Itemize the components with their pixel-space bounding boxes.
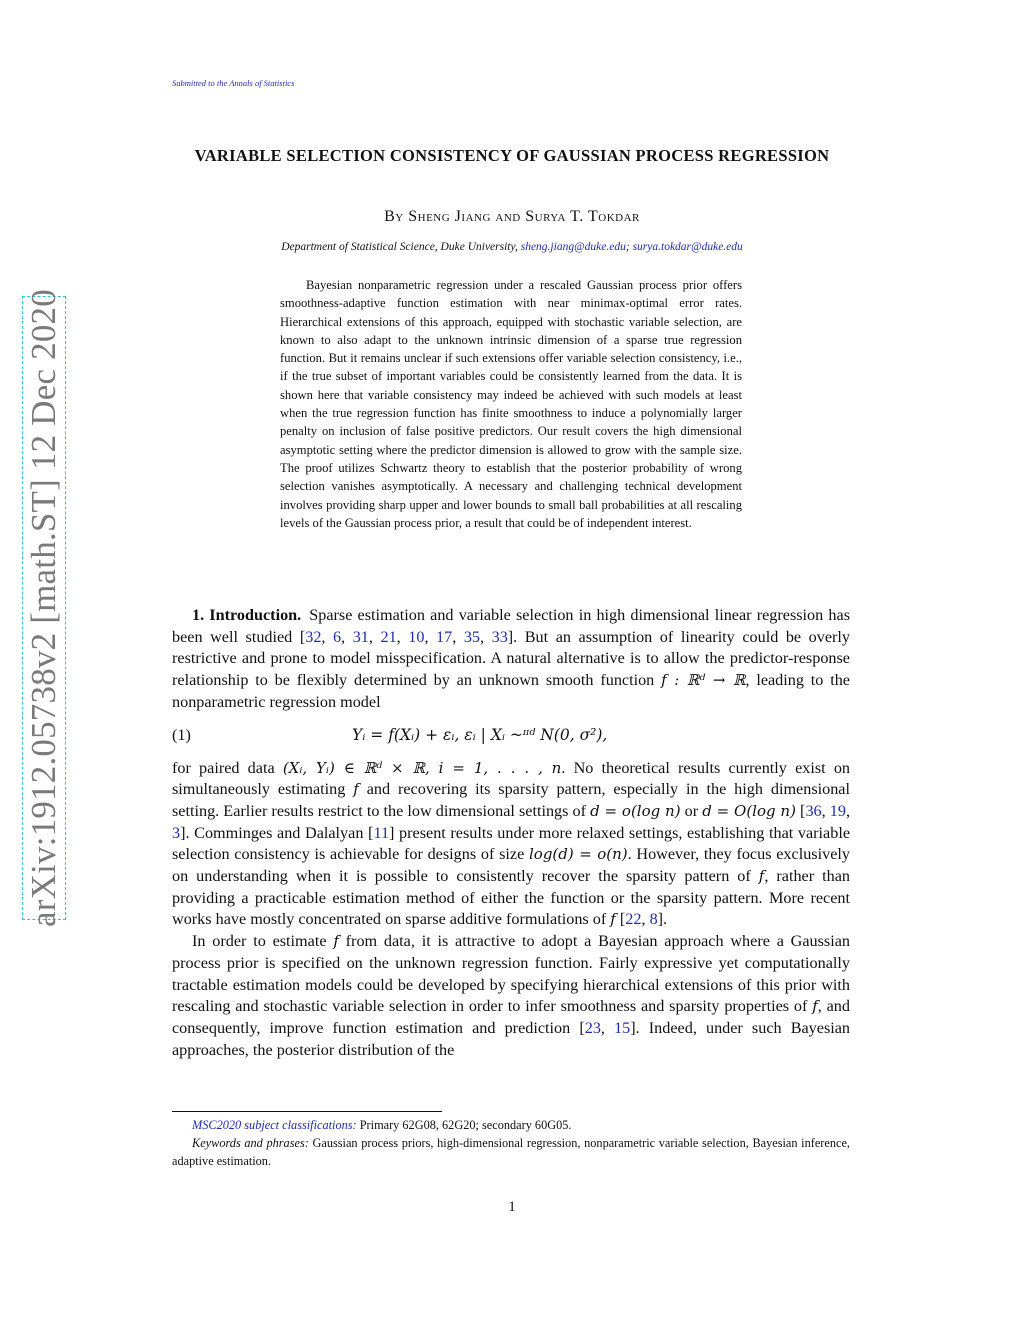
email-link-jiang[interactable]: sheng.jiang@duke.edu <box>520 241 626 253</box>
page-number: 1 <box>508 1199 516 1215</box>
citation-link[interactable]: 23 <box>584 1018 601 1037</box>
journal-header-note[interactable]: Submitted to the Annals of Statistics <box>172 78 295 88</box>
author-affiliation <box>172 241 852 253</box>
footnote-divider <box>172 1111 442 1112</box>
email-link-tokdar[interactable]: surya.tokdar@duke.edu <box>632 241 743 253</box>
inline-math: d = O(log n) <box>702 801 796 820</box>
inline-math: f : ℝᵈ → ℝ <box>661 671 746 690</box>
citation-link[interactable]: 3 <box>172 823 181 842</box>
citation-link[interactable]: 33 <box>491 627 508 646</box>
keywords: Keywords and phrases: Gaussian process priors, high-dimensional regression, nonparametric variable selection, Bayesian inference, adaptive estimation. <box>172 1136 850 1168</box>
citation-link[interactable]: 31 <box>352 627 369 646</box>
citation-link[interactable]: 15 <box>614 1018 631 1037</box>
inline-math: (Xᵢ, Yᵢ) ∈ ℝᵈ × ℝ, i = 1, . . . , n <box>282 758 562 777</box>
citation-link[interactable]: 35 <box>463 627 480 646</box>
citation-link[interactable]: 11 <box>373 823 390 842</box>
citation-link[interactable]: 8 <box>649 910 658 929</box>
email-separator: ; <box>625 241 630 253</box>
msc-link[interactable]: MSC2020 subject classifications: <box>192 1118 357 1132</box>
citation-link[interactable]: 6 <box>333 627 342 646</box>
citation-link[interactable]: 21 <box>380 627 397 646</box>
intro-paragraph-1: 1. Introduction. Sparse estimation and variable selection in high dimensional linear regression has been well studied [32, 6, 31, 21, 10, 17, 35, 33]. But an assumption of linearity could be overly restrictive and prone to model misspecification. A natural alternative is to allow the predictor-response relationship to be flexibly determined by an unknown smooth function f : ℝᵈ → ℝ, leading to the nonparametric regression model <box>172 606 851 711</box>
equation-expression: Yᵢ = f(Xᵢ) + εᵢ, εᵢ | Xᵢ ~ᶦᶦᵈ N(0, σ²), <box>352 725 608 744</box>
introduction-section <box>172 605 850 1061</box>
msc-classification: MSC2020 subject classifications: Primary 62G08, 62G20; secondary 60G05. <box>192 1118 572 1132</box>
footnotes <box>172 1116 850 1170</box>
section-heading: 1. Introduction. <box>192 606 302 624</box>
equation-number: (1) <box>172 725 191 744</box>
citation-link[interactable]: 10 <box>408 627 425 646</box>
citation-link[interactable]: 22 <box>625 910 642 929</box>
citation-link[interactable]: 19 <box>829 801 846 820</box>
arxiv-identifier-text: arXiv:1912.05738v2 [math.ST] 12 Dec 2020 <box>24 289 63 927</box>
inline-math: log(d) = o(n) <box>529 845 628 864</box>
intro-paragraph-3: In order to estimate f from data, it is attractive to adopt a Bayesian approach where a Gaussian process prior is specified on the unknown regression function. Fairly expressive yet computationally tractable estimation models could be developed by specifying hierarchical extensions of this prior with rescaling and stochastic variable selection in order to infer smoothness and sparsity properties of f, and consequently, improve function estimation and prediction [23, 15]. Indeed, under such Bayesian approaches, the posterior distribution of the <box>172 932 851 1059</box>
intro-paragraph-2: for paired data (Xᵢ, Yᵢ) ∈ ℝᵈ × ℝ, i = 1, . . . , n. No theoretical results currently exist on simultaneously estimating f and recovering its sparsity pattern, especially in the high dimensional setting. Earlier results restrict to the low dimensional settings of d = o(log n) or d = O(log n) [36, 19, 3]. Comminges and Dalalyan [11] present results under more relaxed settings, establishing that variable selection consistency is achievable for designs of size log(d) = o(n). However, they focus exclusively on understanding when it is possible to consistently recover the sparsity pattern of f, rather than providing a practicable estimation method of either the function or the sparsity pattern. More recent works have mostly concentrated on sparse additive formulations of f [22, 8]. <box>172 758 851 929</box>
abstract: Bayesian nonparametric regression under a rescaled Gaussian process prior offers smoothness-adaptive function estimation with near minimax-optimal error rates. Hierarchical extensions of this approach, equipped with stochastic variable selection, are known to also adapt to the unknown intrinsic dimension of a sparse true regression function. But it remains unclear if such extensions offer variable selection consistency, i.e., if the true subset of important variables could be consistently learned from the data. It is shown here that variable consistency may indeed be achieved with such models at least when the true regression function has finite smoothness to induce a polynomially larger penalty on inclusion of false positive predictors. Our result covers the high dimensional asymptotic setting where the predictor dimension is allowed to grow with the sample size. The proof utilizes Schwartz theory to establish that the posterior probability of wrong selection vanishes asymptotically. A necessary and challenging technical development involves providing sharp upper and lower bounds to small ball probabilities at all rescaling levels of the Gaussian process prior, a result that could be of independent interest. <box>280 278 742 530</box>
keywords-label: Keywords and phrases: <box>192 1136 309 1150</box>
affiliation-department: Department of Statistical Science, Duke University, <box>281 241 518 253</box>
citation-link[interactable]: 17 <box>436 627 453 646</box>
equation-1 <box>172 716 850 756</box>
citation-link[interactable]: 36 <box>805 801 822 820</box>
paper-title: VARIABLE SELECTION CONSISTENCY OF GAUSSIAN PROCESS REGRESSION <box>194 146 830 165</box>
inline-math: d = o(log n) <box>590 801 681 820</box>
paper-authors: By Sheng Jiang and Surya T. Tokdar <box>384 208 640 225</box>
citation-link[interactable]: 32 <box>305 627 322 646</box>
arxiv-identifier-stamp[interactable] <box>22 289 66 927</box>
